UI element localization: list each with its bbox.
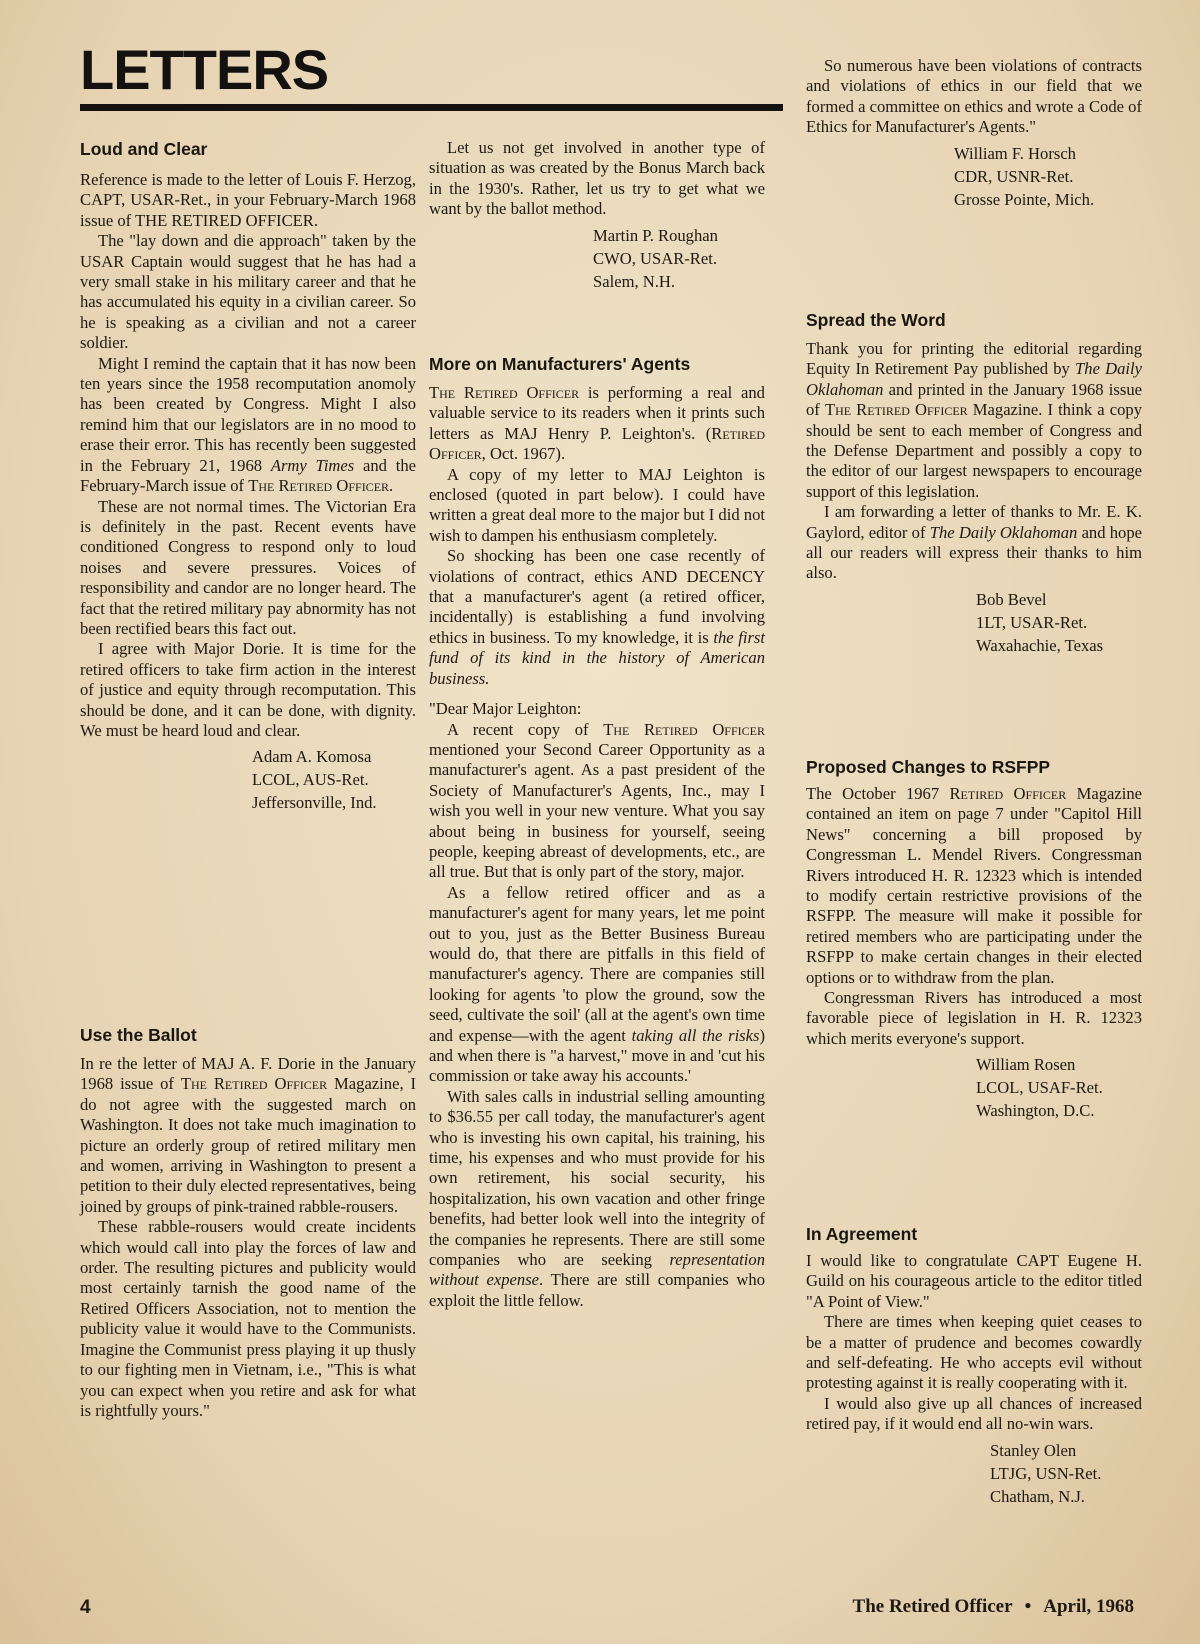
signature-rank: LCOL, AUS-Ret.: [252, 770, 369, 790]
column-1-lower: [80, 1024, 416, 1421]
signature-place: Jeffersonville, Ind.: [252, 793, 377, 813]
signature-place: Waxahachie, Texas: [976, 635, 1104, 655]
letter-paragraph: The "lay down and die approach" taken by the USAR Captain would suggest that he has had a very small stake in his military career and that he has accumulated his equity in a civilian career. So he is speaking as a civilian and not a career soldier.: [80, 231, 416, 353]
column-1: [80, 138, 416, 814]
letter-paragraph: Might I remind the captain that it has now been ten years since the 1958 recomputation anomoly has been created by Congress. Might I also remind him that our legislators are in no mood to erase their error. This has recently been suggested in the February 21, 1968 Army Times and the February-March issue of The Retired Officer.: [80, 353, 416, 496]
signature-name: Stanley Olen: [990, 1440, 1077, 1460]
letter-paragraph: Reference is made to the letter of Louis F. Herzog, CAPT, USAR-Ret., in your February-March 1968 issue of THE RETIRED OFFICER.: [80, 170, 416, 230]
running-footer: [853, 1596, 1134, 1618]
column-2: [429, 138, 765, 293]
signature-rank: LTJG, USN-Ret.: [990, 1463, 1102, 1483]
letter-paragraph: With sales calls in industrial selling amounting to $36.55 per call today, the manufacturer's agent who is investing his own capital, his training, his time, his expenses and who must provide for his own retirement, his social security, his hospitalization, his own vacation and other fringe benefits, had better look well into the integrity of the companies he represents. There are still some companies who are seeking representation without expense. There are still companies who exploit the little fellow.: [429, 1086, 765, 1310]
separator-bullet: •: [1024, 1596, 1032, 1617]
issue-date: April, 1968: [1043, 1596, 1134, 1617]
letter-paragraph: As a fellow retired officer and as a manufacturer's agent for many years, let me point out to you, just as the Better Business Bureau would do, that there are pitfalls in this field of manufacturer's agency. There are companies still looking for agents 'to plow the ground, sow the seed, cultivate the soil' (all at the agent's own time and expense—with the agent taking all the risks) and when there is "a harvest," move in and 'cut his commission or take away his accounts.': [429, 882, 765, 1086]
signature-name: William F. Horsch: [954, 143, 1076, 163]
signature-place: Salem, N.H.: [593, 271, 676, 291]
masthead: [80, 38, 329, 101]
column-3-bottom: [806, 1223, 1142, 1508]
publication-name: The Retired Officer: [852, 1596, 1013, 1617]
letter-paragraph: I would also give up all chances of increased retired pay, if it would end all no-win wars.: [806, 1393, 1142, 1434]
letter-paragraph: The Retired Officer is performing a real and valuable service to its readers when it prints such letters as MAJ Henry P. Leighton's. (Retired Officer, Oct. 1967).: [429, 383, 765, 464]
letter-heading: Spread the Word: [806, 310, 946, 330]
signature-place: Grosse Pointe, Mich.: [954, 189, 1095, 209]
letter-paragraph: So numerous have been violations of contracts and violations of ethics in our field that we formed a committee on ethics and wrote a Code of Ethics for Manufacturer's Agents.": [806, 56, 1142, 137]
letter-paragraph: So shocking has been one case recently of violations of contract, ethics AND DECENCY that a manufacturer's agent (a retired officer, incidentally) is establishing a fund involving ethics in business. To my knowledge, it is the first fund of its kind in the history of American business.: [429, 546, 765, 688]
signature-place: Washington, D.C.: [976, 1101, 1095, 1121]
letter-paragraph: I am forwarding a letter of thanks to Mr. E. K. Gaylord, editor of The Daily Oklahoman and hope all our readers will express their thanks to him also.: [806, 502, 1142, 583]
letter-heading: Loud and Clear: [80, 139, 208, 159]
signature-rank: LCOL, USAF-Ret.: [976, 1078, 1103, 1098]
letter-salutation: "Dear Major Leighton:: [429, 699, 582, 719]
signature: [806, 142, 1142, 211]
column-3-lower: [806, 756, 1142, 1122]
signature: [806, 1439, 1142, 1508]
letter-paragraph: I agree with Major Dorie. It is time for the retired officers to take firm action in the interest of justice and equity through recomputation. This should be done, and it can be done, with dignity. We must be heard loud and clear.: [80, 639, 416, 740]
column-2-lower: [429, 353, 765, 1311]
letter-paragraph: In re the letter of MAJ A. F. Dorie in the January 1968 issue of The Retired Officer Magazine, I do not agree with the suggested march on Washington. It does not take much imagination to picture an orderly group of retired military men and women, arriving in Washington to present a petition to their duly elected representatives, being joined by groups of pink-trained rabble-rousers.: [80, 1054, 416, 1216]
letter-paragraph: The October 1967 Retired Officer Magazine contained an item on page 7 under "Capitol Hill News" concerning a bill proposed by Congressman L. Mendel Rivers. Congressman Rivers introduced H. R. 12323 which is intended to modify certain restrictive provisions of the RSFPP. The measure will make it possible for retired members who are participating under the RSFPP to make certain changes in their elected options or to withdraw from the plan.: [806, 784, 1143, 987]
section-title: LETTERS: [80, 38, 329, 101]
letter-paragraph: I would like to congratulate CAPT Eugene H. Guild on his courageous article to the editor titled "A Point of View.": [806, 1251, 1142, 1311]
letter-heading: Proposed Changes to RSFPP: [806, 757, 1051, 777]
letter-paragraph: A copy of my letter to MAJ Leighton is enclosed (quoted in part below). I could have written a great deal more to the major but I did not wish to dampen his enthusiasm completely.: [429, 464, 765, 545]
letter-paragraph: Let us not get involved in another type of situation as was created by the Bonus March back in the 1930's. Rather, let us try to get what we want by the ballot method.: [429, 138, 765, 219]
signature-place: Chatham, N.J.: [990, 1486, 1085, 1506]
letter-heading: In Agreement: [806, 1224, 918, 1244]
signature-name: Adam A. Komosa: [252, 747, 372, 767]
letter-paragraph: There are times when keeping quiet ceases to be a matter of prudence and becomes cowardly and self-defeating. He who accepts evil without protesting against it is really cooperating with it.: [806, 1312, 1142, 1393]
page-number: 4: [80, 1597, 91, 1618]
signature: [80, 745, 416, 814]
signature-name: Bob Bevel: [976, 589, 1047, 609]
column-3-middle: [806, 309, 1142, 657]
signature-rank: CDR, USNR-Ret.: [954, 166, 1074, 186]
letter-paragraph: A recent copy of The Retired Officer mentioned your Second Career Opportunity as a manufacturer's agent. As a past president of the Society of Manufacturer's Agents, Inc., may I wish you well in your new venture. What you say about being in business for yourself, seeing people, keeping abreast of developments, etc., are all true. But that is only part of the story, major.: [429, 719, 765, 882]
signature-name: Martin P. Roughan: [593, 225, 718, 245]
signature-rank: 1LT, USAR-Ret.: [976, 612, 1088, 632]
letter-paragraph: Thank you for printing the editorial regarding Equity In Retirement Pay published by The Daily Oklahoman and printed in the January 1968 issue of The Retired Officer Magazine. I think a copy should be sent to each member of Congress and the Defense Department and possibly a copy to the editor of our largest newspapers to encourage support of this legislation.: [806, 339, 1143, 501]
title-rule: [80, 104, 783, 111]
letter-paragraph: Congressman Rivers has introduced a most favorable piece of legislation in H. R. 12323 which merits everyone's support.: [806, 988, 1142, 1048]
letter-paragraph: These rabble-rousers would create incidents which would call into play the forces of law and order. The resulting pictures and publicity would most certainly tarnish the good name of the Retired Officers Association, not to mention the publicity value it would have to the Communists. Imagine the Communist press playing it up thusly to our fighting men in Vietnam, i.e., "This is what you can expect when you retire and ask for what is rightfully yours.": [80, 1217, 416, 1420]
signature-name: William Rosen: [976, 1055, 1076, 1075]
signature: [429, 224, 765, 293]
letter-paragraph: These are not normal times. The Victorian Era is definitely in the past. Recent events have conditioned Congress to respond only to loud noises and severe pressures. Voices of responsibility and candor are no longer heard. The fact that the retired military pay abnormity has not been rectified bears this fact out.: [80, 496, 416, 638]
signature-rank: CWO, USAR-Ret.: [593, 248, 717, 268]
column-3: [806, 56, 1142, 211]
signature: [806, 588, 1142, 657]
letter-heading: Use the Ballot: [80, 1025, 197, 1045]
letter-heading: More on Manufacturers' Agents: [429, 354, 691, 374]
signature: [806, 1053, 1142, 1122]
